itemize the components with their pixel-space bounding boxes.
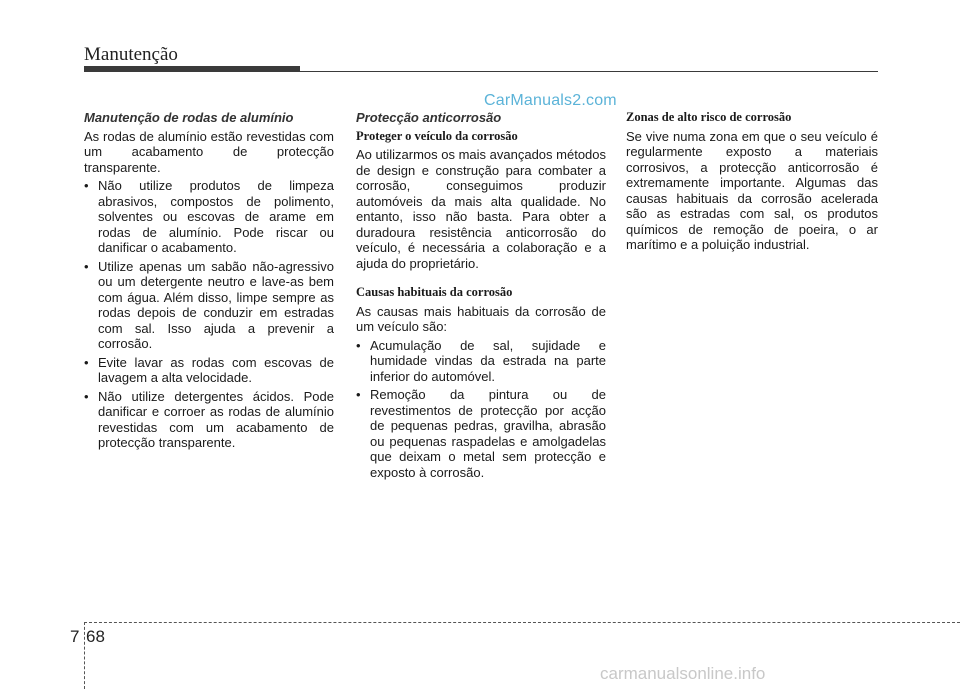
header-bar bbox=[84, 66, 300, 72]
list-item: • Acumulação de sal, sujidade e humidade vindas da estrada na parte inferior do automóvel. bbox=[356, 337, 606, 384]
list-item: • Utilize apenas um sabão não-agressivo ou um detergente neutro e lave-as bem com água. Além disso, limpe sempre as rodas depois de conduzir em estradas com sal. Isso ajuda a prevenir a corrosão. bbox=[84, 258, 334, 351]
subsection-title: Causas habituais da corrosão bbox=[356, 285, 513, 299]
list-item: • Não utilize produtos de limpeza abrasivos, compostos de polimento, solventes ou escovas de arame em rodas de alumínio. Pode riscar ou danificar o acabamento. bbox=[84, 178, 334, 255]
paragraph: Se vive numa zona em que o seu veículo é regularmente exposto a materiais corrosivos, a protecção anticorrosão é extremamente importante. Algumas das causas habituais da corrosão acelerada são as estradas com sal, os produtos químicos de remoção de poeira, o ar marítimo e a poluição industrial. bbox=[626, 128, 878, 252]
column-anticorrosion bbox=[356, 110, 606, 483]
list-item: • Não utilize detergentes ácidos. Pode danificar e corroer as rodas de alumínio revestidas com um acabamento de protecção transparente. bbox=[84, 388, 334, 450]
bullet-list bbox=[84, 178, 334, 451]
intro-paragraph: As rodas de alumínio estão revestidas com um acabamento de protecção transparente. bbox=[84, 128, 334, 175]
subsection-title: Proteger o veículo da corrosão bbox=[356, 128, 518, 143]
bullet-icon: • bbox=[356, 337, 361, 353]
bullet-list bbox=[356, 338, 606, 481]
list-item: • Remoção da pintura ou de revestimentos de protecção por acção de pequenas pedras, gravilha, abrasão ou pequenas raspadelas e amolgadelas que deixam o metal sem protecção e exposto à corrosão. bbox=[356, 387, 606, 480]
header-rule bbox=[300, 71, 878, 72]
bullet-icon: • bbox=[84, 258, 89, 274]
bullet-icon: • bbox=[84, 178, 89, 193]
footer-rule bbox=[84, 622, 960, 623]
watermark-top: CarManuals2.com bbox=[484, 92, 617, 109]
watermark-bottom: carmanualsonline.info bbox=[600, 664, 766, 683]
paragraph: As causas mais habituais da corrosão de um veículo são: bbox=[356, 303, 606, 334]
chapter-number: 7 bbox=[70, 627, 80, 646]
list-item: • Evite lavar as rodas com escovas de lavagem a alta velocidade. bbox=[84, 354, 334, 385]
section-title: Protecção anticorrosão bbox=[356, 110, 502, 125]
column-high-risk-zones bbox=[626, 110, 878, 253]
bullet-icon: • bbox=[84, 388, 89, 404]
bullet-icon: • bbox=[84, 354, 89, 370]
footer-divider bbox=[84, 622, 85, 689]
page-number: 68 bbox=[86, 627, 105, 646]
section-title: Manutenção de rodas de alumínio bbox=[84, 110, 294, 125]
page-header-title: Manutenção bbox=[84, 44, 178, 65]
subsection-title: Zonas de alto risco de corrosão bbox=[626, 110, 792, 124]
column-aluminium-wheels bbox=[84, 110, 334, 454]
paragraph: Ao utilizarmos os mais avançados métodos de design e construção para combater a corrosão, conseguimos produzir automóveis da mais alta qualidade. No entanto, isso não basta. Para obter a duradoura resistência anticorrosão do veículo, é necessária a colaboração e a ajuda do proprietário. bbox=[356, 147, 607, 271]
bullet-icon: • bbox=[356, 387, 361, 402]
